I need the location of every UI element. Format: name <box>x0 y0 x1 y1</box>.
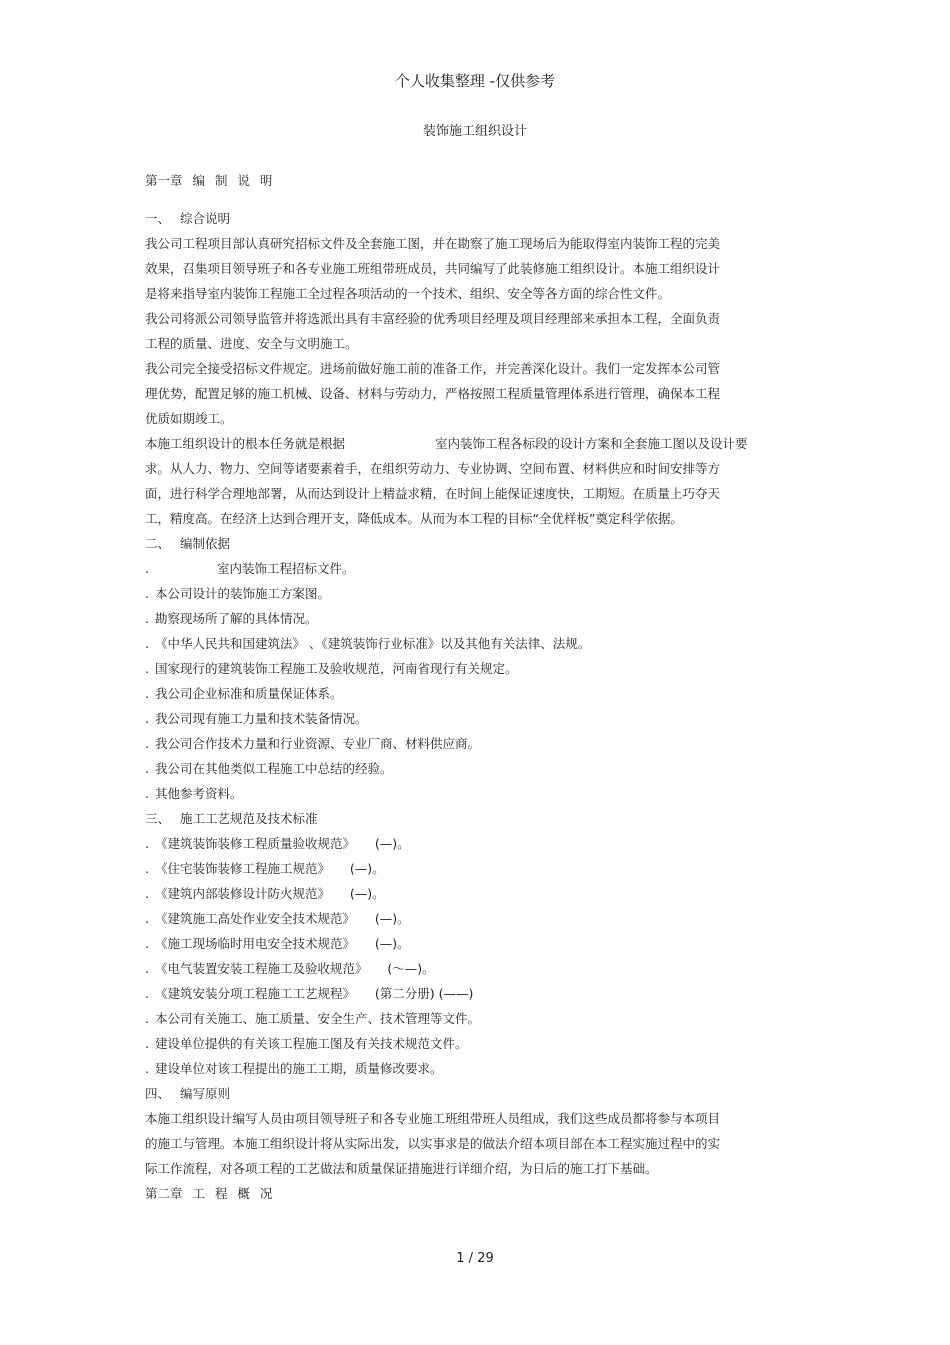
section-heading: 四、 编写原则 <box>145 1086 231 1101</box>
list-item: . 勘察现场所了解的具体情况。 <box>145 611 318 626</box>
list-item: . 建设单位提供的有关该工程施工图及有关技术规范文件。 <box>145 1036 468 1051</box>
list-item: . 我公司现有施工力量和技术装备情况。 <box>145 711 368 726</box>
list-item: . 《住宅装饰装修工程施工规范》 (—)。 <box>145 861 385 876</box>
section-heading: 三、 施工工艺规范及技术标准 <box>145 811 318 826</box>
paragraph-line: 理优势，配置足够的施工机械、设备、材料与劳动力，严格按照工程质量管理体系进行管理，确保本工程 <box>145 386 721 401</box>
paragraph-line: 工，精度高。在经济上达到合理开支，降低成本。从而为本工程的目标“全优样板”奠定科学依据。 <box>145 511 683 526</box>
section-heading: 一、 综合说明 <box>145 211 231 226</box>
list-item: . 《建筑内部装修设计防火规范》 (—)。 <box>145 886 385 901</box>
list-item: . 国家现行的建筑装饰工程施工及验收规范，河南省现行有关规定。 <box>145 661 518 676</box>
section-heading: 二、 编制依据 <box>145 536 231 551</box>
paragraph-line: 我公司完全接受招标文件规定。进场前做好施工前的准备工作，并完善深化设计。我们一定发挥本公司管 <box>145 361 721 376</box>
paragraph-line: 际工作流程，对各项工程的工艺做法和质量保证措施进行详细介绍，为日后的施工打下基础。 <box>145 1161 658 1176</box>
page-number: 1 / 29 <box>456 1251 494 1266</box>
paragraph-line: 是将来指导室内装饰工程施工全过程各项活动的一个技术、组织、安全等各方面的综合性文件。 <box>145 286 671 301</box>
list-item: . 建设单位对该工程提出的施工工期，质量修改要求。 <box>145 1061 443 1076</box>
paragraph-line: 优质如期竣工。 <box>145 411 233 426</box>
chapter-heading: 第一章 编 制 说 明 <box>145 173 273 188</box>
paragraph-line: 我公司将派公司领导监管并将选派出具有丰富经验的优秀项目经理及项目经理部来承担本工程，全面负责 <box>145 311 721 326</box>
paragraph-line: 工程的质量、进度、安全与文明施工。 <box>145 336 358 351</box>
list-item: . 《建筑装饰装修工程质量验收规范》 (—)。 <box>145 836 410 851</box>
document-body <box>145 168 785 1206</box>
paragraph-line: 本施工组织设计的根本任务就是根据 室内装饰工程各标段的设计方案和全套施工图以及设计要 <box>145 436 748 451</box>
paragraph-line: 本施工组织设计编写人员由项目领导班子和各专业施工班组带班人员组成，我们这些成员都将参与本项目 <box>145 1111 721 1126</box>
list-item: . 我公司在其他类似工程施工中总结的经验。 <box>145 761 393 776</box>
page-header: 个人收集整理 -仅供参考 <box>394 72 556 90</box>
list-item: . 本公司有关施工、施工质量、安全生产、技术管理等文件。 <box>145 1011 481 1026</box>
list-item: . 我公司合作技术力量和行业资源、专业厂商、材料供应商。 <box>145 736 481 751</box>
document-title: 装饰施工组织设计 <box>422 124 527 139</box>
list-item: . 《施工现场临时用电安全技术规范》 (—)。 <box>145 936 410 951</box>
list-item: . 《建筑安装分项工程施工工艺规程》 (第二分册) (——) <box>145 986 474 1001</box>
paragraph-line: 我公司工程项目部认真研究招标文件及全套施工图，并在勘察了施工现场后为能取得室内装饰工程的完美 <box>145 236 721 251</box>
paragraph-line: 面，进行科学合理地部署，从而达到设计上精益求精，在时间上能保证速度快，工期短。在质量上巧夺天 <box>145 486 721 501</box>
list-item: . 我公司企业标准和质量保证体系。 <box>145 686 343 701</box>
list-item: . 《建筑施工高处作业安全技术规范》 (—)。 <box>145 911 410 926</box>
chapter-heading: 第二章 工 程 概 况 <box>145 1186 273 1201</box>
paragraph-line: 效果，召集项目领导班子和各专业施工班组带班成员，共同编写了此装修施工组织设计。本施工组织设计 <box>145 261 721 276</box>
paragraph-line: 的施工与管理。本施工组织设计将从实际出发，以实事求是的做法介绍本项目部在本工程实施过程中的实 <box>145 1136 721 1151</box>
list-item: . 其他参考资料。 <box>145 786 243 801</box>
paragraph-line: 求。从人力、物力、空间等诸要素着手，在组织劳动力、专业协调、空间布置、材料供应和时间安排等方 <box>145 461 721 476</box>
list-item: . 本公司设计的装饰施工方案图。 <box>145 586 331 601</box>
list-item: . 室内装饰工程招标文件。 <box>145 561 355 576</box>
list-item: . 《中华人民共和国建筑法》 、《建筑装饰行业标准》以及其他有关法律、法规。 <box>145 636 591 651</box>
list-item: . 《电气装置安装工程施工及验收规范》 (～—)。 <box>145 961 435 976</box>
